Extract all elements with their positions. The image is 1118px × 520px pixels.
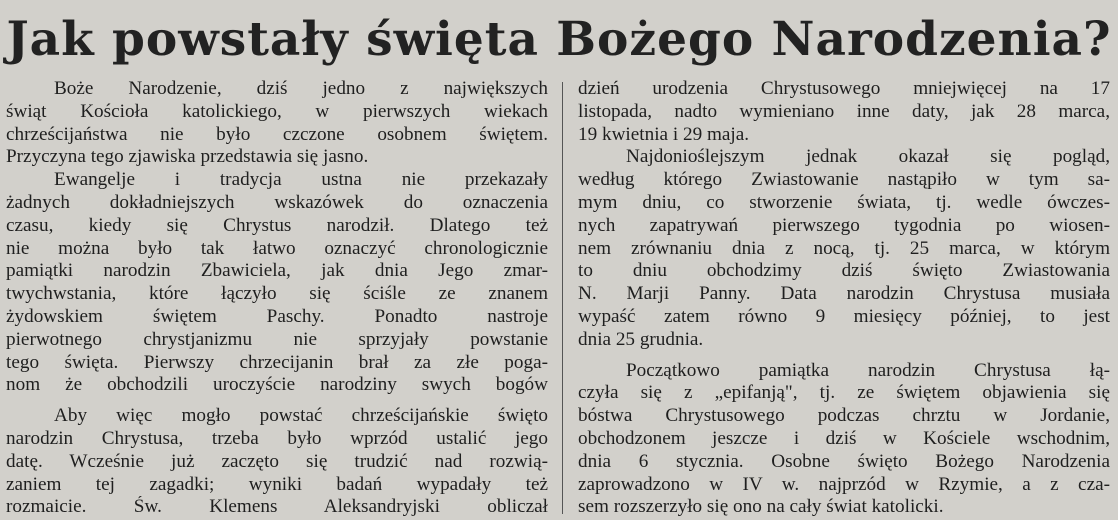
text-line: czyła się z „epifanją", tj. ze świętem objawienia się	[578, 382, 1110, 404]
text-line: twychwstania, które łączyło się ściśle ze znanem	[6, 283, 548, 305]
paragraph-gap	[578, 352, 1110, 360]
text-line: narodzin Chrystusa, trzeba było wprzód ustalić jego	[6, 427, 548, 449]
paragraph-gap	[6, 397, 548, 405]
text-line: bóstwa Chrystusowego podczas chrztu w Jordanie,	[578, 405, 1110, 427]
left-column	[6, 78, 548, 519]
text-line: Początkowo pamiątka narodzin Chrystusa łą-	[626, 359, 1110, 381]
text-line: nych zapatrywań pierwszego tygodnia po wiosen-	[578, 214, 1110, 236]
text-line: żydowskiem świętem Paschy. Ponadto nastroje	[6, 305, 548, 327]
right-column	[578, 78, 1110, 519]
text-line: tego święta. Pierwszy chrzecijanin brał za złe poga-	[6, 351, 548, 373]
text-line: dnia 6 stycznia. Osobne święto Bożego Narodzenia	[578, 450, 1110, 472]
text-line: 19 kwietnia i 29 maja.	[578, 123, 750, 145]
text-line: sem rozszerzyło się ono na cały świat katolicki.	[578, 496, 944, 518]
text-line: chrześcijaństwa nie było czczone osobnem świętem.	[6, 123, 548, 145]
text-line: Przyczyna tego zjawiska przedstawia się jasno.	[6, 146, 369, 168]
text-line: Boże Narodzenie, dziś jedno z największych	[54, 78, 548, 99]
text-line: świąt Kościoła katolickiego, w pierwszych wiekach	[6, 100, 548, 122]
text-line: mym dniu, co stworzenie świata, tj. wedle ówczes-	[578, 191, 1110, 213]
text-line: Ewangelje i tradycja ustna nie przekazały	[54, 169, 548, 191]
text-line: wypaść zatem równo 9 miesięcy później, to jest	[578, 305, 1110, 327]
text-line: obchodzonem jeszcze i dziś w Kościele wschodnim,	[578, 427, 1110, 449]
text-line: listopada, nadto wymieniano inne daty, jak 28 marca,	[578, 100, 1110, 122]
text-line: Aby więc mogło powstać chrześcijańskie święto	[54, 405, 548, 427]
text-line: N. Marji Panny. Data narodzin Chrystusa musiała	[578, 283, 1110, 305]
text-line: nom że obchodzili uroczyście narodziny swych bogów	[6, 374, 548, 396]
text-line: pamiątki narodzin Zbawiciela, jak dnia Jego zmar-	[6, 260, 548, 282]
text-line: żadnych dokładniejszych wskazówek do oznaczenia	[6, 191, 548, 213]
text-line: datę. Wcześnie już zaczęto się trudzić nad rozwią-	[6, 450, 548, 472]
text-line: według którego Zwiastowanie nastąpiło w tym sa-	[578, 169, 1110, 191]
text-line: nie można było tak łatwo oznaczyć chronologicznie	[6, 237, 548, 259]
text-line: rozmaicie. Św. Klemens Aleksandryjski obliczał	[6, 496, 548, 518]
text-line: Najdonioślejszym jednak okazał się pogląd,	[626, 146, 1110, 168]
text-line: czasu, kiedy się Chrystus narodził. Dlatego też	[6, 214, 548, 236]
text-line: zaprowadzono w IV w. najprzód w Rzymie, a z cza-	[578, 473, 1110, 495]
text-line: to dniu obchodzimy dziś święto Zwiastowania	[578, 260, 1110, 282]
text-line: pierwotnego chrystjanizmu nie sprzyjały powstanie	[6, 328, 548, 350]
text-line: dzień urodzenia Chrystusowego mniejwięcej na 17	[578, 78, 1110, 99]
text-line: dnia 25 grudnia.	[578, 328, 704, 350]
text-line: zaniem tej zagadki; wyniki badań wypadały też	[6, 473, 548, 495]
article-headline: Jak powstały święta Bożego Narodzenia?	[6, 12, 1112, 67]
text-line: nem zrównaniu dnia z nocą, tj. 25 marca, w którym	[578, 237, 1110, 259]
column-divider	[562, 82, 563, 514]
